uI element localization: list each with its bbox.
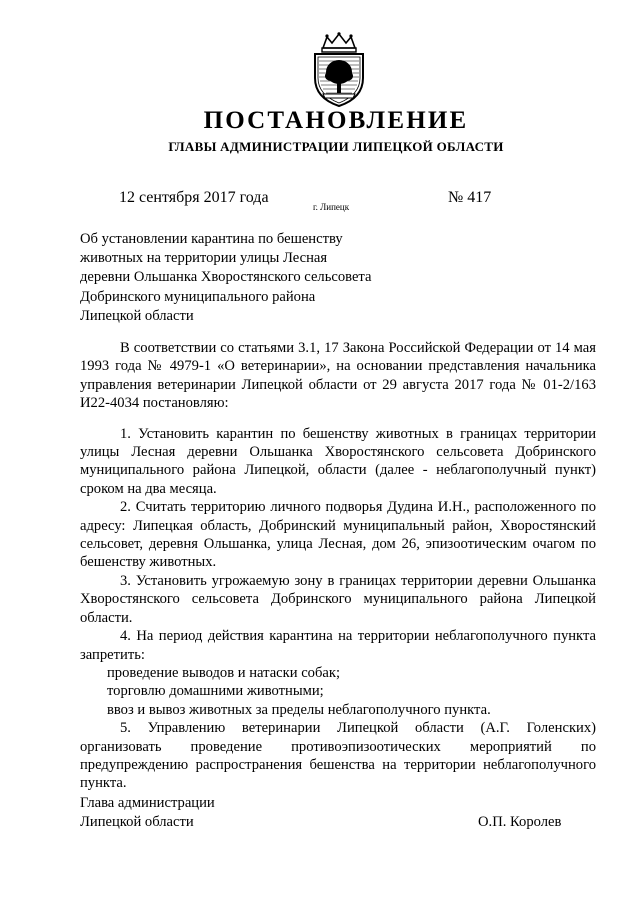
coat-of-arms-icon bbox=[309, 32, 369, 108]
subject-line: Добринского муниципального района bbox=[80, 288, 316, 305]
clause-3: 3. Установить угрожаемую зону в границах территории деревни Ольшанка Хворостянского сельсовета Добринского муниципального района Липецкой области. bbox=[80, 572, 596, 626]
document-subtitle: ГЛАВЫ АДМИНИСТРАЦИИ ЛИПЕЦКОЙ ОБЛАСТИ bbox=[168, 139, 504, 154]
document-body bbox=[80, 339, 596, 793]
signatory-position bbox=[80, 794, 215, 832]
document-city: г. Липецк bbox=[313, 202, 350, 212]
subject-line: деревни Ольшанка Хворостянского сельсовета bbox=[80, 269, 372, 286]
clause-5: 5. Управлению ветеринарии Липецкой области (А.Г. Голенских) организовать проведение противоэпизоотических мероприятий по предупреждению распространения бешенства на территории неблагополучного пункта. bbox=[80, 720, 596, 792]
clause-4-item: ввоз и вывоз животных за пределы неблагополучного пункта. bbox=[107, 701, 491, 718]
subject-line: животных на территории улицы Лесная bbox=[80, 250, 328, 267]
document-date: 12 сентября 2017 года bbox=[119, 189, 269, 206]
document-subject bbox=[80, 230, 410, 326]
subject-line: Липецкой области bbox=[80, 307, 194, 324]
signatory-position-line: Липецкой области bbox=[80, 814, 194, 830]
clause-4: 4. На период действия карантина на территории неблагополучного пункта запретить: bbox=[80, 628, 596, 663]
preamble-paragraph: В соответствии со статьями 3.1, 17 Закона Российской Федерации от 14 мая 1993 года № 4979-1 «О ветеринарии», на основании представления начальника управления ветеринарии Липецкой области от 29 августа 2017 года № 01-2/163 И22-4034 постановляю: bbox=[80, 340, 596, 412]
signatory-position-line: Глава администрации bbox=[80, 795, 215, 811]
clause-4-item: проведение выводов и натаски собак; bbox=[107, 664, 341, 681]
clause-2: 2. Считать территорию личного подворья Дудина И.Н., расположенного по адресу: Липецкая область, Добринский муниципальный район, Хворостянский сельсовет, деревня Ольшанка, улица Лесная, дом 26, эпизоотическим очагом по бешенству животных. bbox=[80, 499, 596, 571]
clause-4-item: торговлю домашними животными; bbox=[107, 683, 324, 700]
clause-1: 1. Установить карантин по бешенству животных в границах территории улицы Лесная деревни Ольшанка Хворостянского сельсовета Добринского муниципального района Липецкой, области (далее - неблагополучный пункт) сроком на два месяца. bbox=[80, 425, 596, 497]
signatory-name: О.П. Королев bbox=[478, 814, 562, 830]
subject-line: Об установлении карантина по бешенству bbox=[80, 231, 343, 247]
document-number: № 417 bbox=[448, 189, 492, 206]
document-title: ПОСТАНОВЛЕНИЕ bbox=[203, 107, 469, 134]
